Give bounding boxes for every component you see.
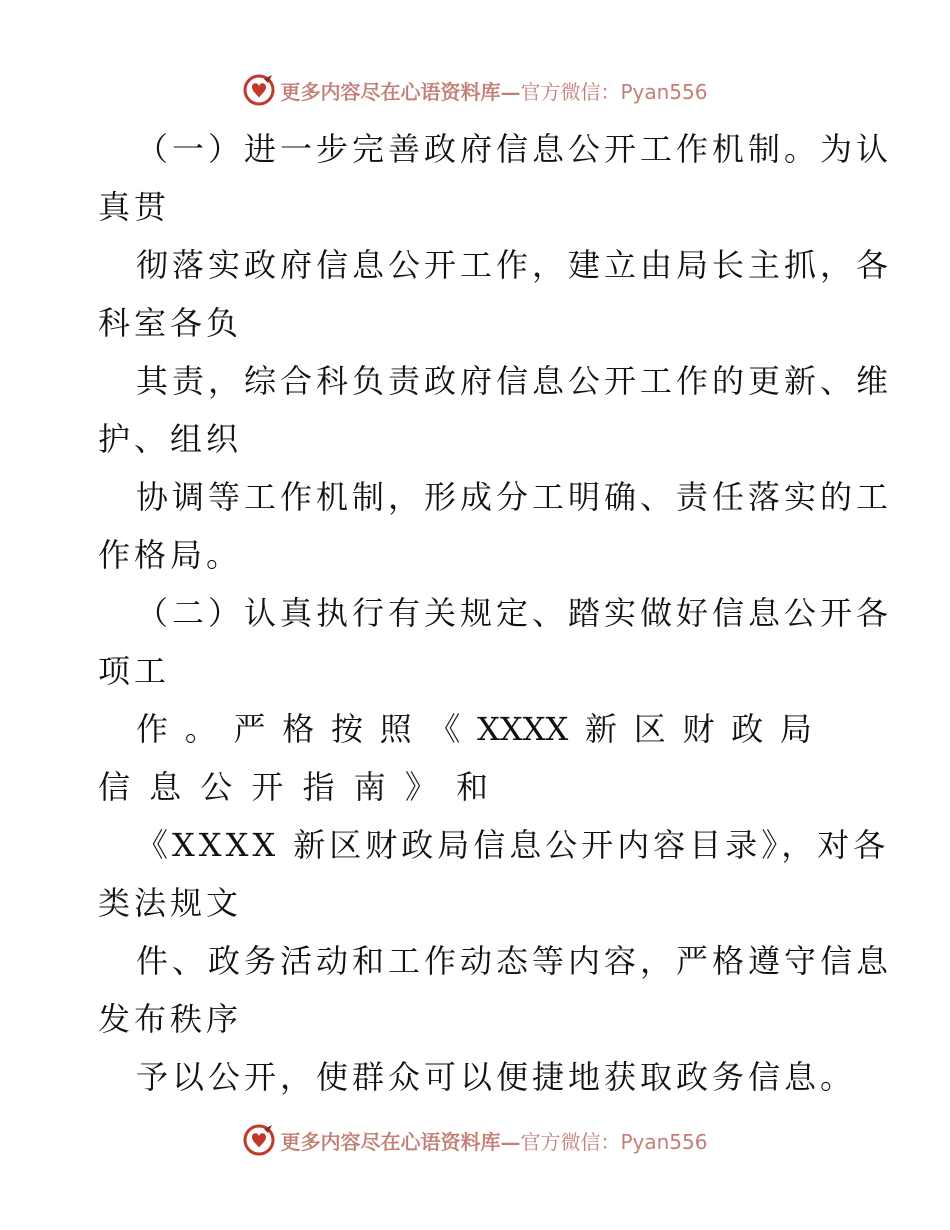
char: XXXX (477, 710, 569, 748)
watermark-text: 更多内容尽在心语资料库—官方微信：Pyan556 (280, 1129, 708, 1154)
char: 格 (282, 710, 315, 748)
text-line: 协调等工作机制，形成分工明确、责任落实的工 (136, 478, 893, 516)
char: 政 (731, 710, 764, 748)
char: 局 (779, 710, 812, 748)
char: 《 (428, 710, 461, 748)
text-line: 予以公开，使群众可以便捷地获取政务信息。 (136, 1058, 857, 1096)
char: 新 (584, 710, 617, 748)
char: 严 (233, 710, 266, 748)
text-line: 项工 (98, 652, 171, 690)
text-line: 科室各负 (98, 304, 243, 342)
char: 照 (379, 710, 412, 748)
spaced-text-line (98, 700, 858, 758)
heart-pen-logo-icon (242, 1123, 276, 1157)
watermark-text: 更多内容尽在心语资料库—官方微信：Pyan556 (280, 79, 708, 104)
char: 信 (98, 768, 131, 806)
document-body (98, 120, 893, 1106)
text-line: 护、组织 (98, 420, 243, 458)
char: 。 (184, 710, 217, 748)
char: 》 (404, 768, 437, 806)
text-line: 作格局。 (98, 536, 243, 574)
char: 和 (455, 768, 488, 806)
header-watermark (0, 70, 950, 110)
char: 区 (633, 710, 666, 748)
char: 财 (682, 710, 715, 748)
char: 公 (200, 768, 233, 806)
char: 指 (302, 768, 335, 806)
char: 作 (136, 710, 169, 748)
char: 南 (353, 768, 386, 806)
text-line: （一）进一步完善政府信息公开工作机制。为认 (136, 130, 893, 168)
spaced-text-line (98, 758, 858, 816)
text-line: 类法规文 (98, 884, 243, 922)
text-line: 《XXXX 新区财政局信息公开内容目录》，对各 (136, 826, 890, 864)
text-line: 真贯 (98, 188, 171, 226)
text-line: 发布秩序 (98, 1000, 243, 1038)
footer-watermark (0, 1120, 950, 1160)
char: 开 (251, 768, 284, 806)
text-line: 件、政务活动和工作动态等内容，严格遵守信息 (136, 942, 893, 980)
text-line: 彻落实政府信息公开工作，建立由局长主抓，各 (136, 246, 893, 284)
heart-pen-logo-icon (242, 73, 276, 107)
text-line: 其责，综合科负责政府信息公开工作的更新、维 (136, 362, 893, 400)
char: 按 (330, 710, 363, 748)
text-line: （二）认真执行有关规定、踏实做好信息公开各 (136, 594, 893, 632)
char: 息 (149, 768, 182, 806)
